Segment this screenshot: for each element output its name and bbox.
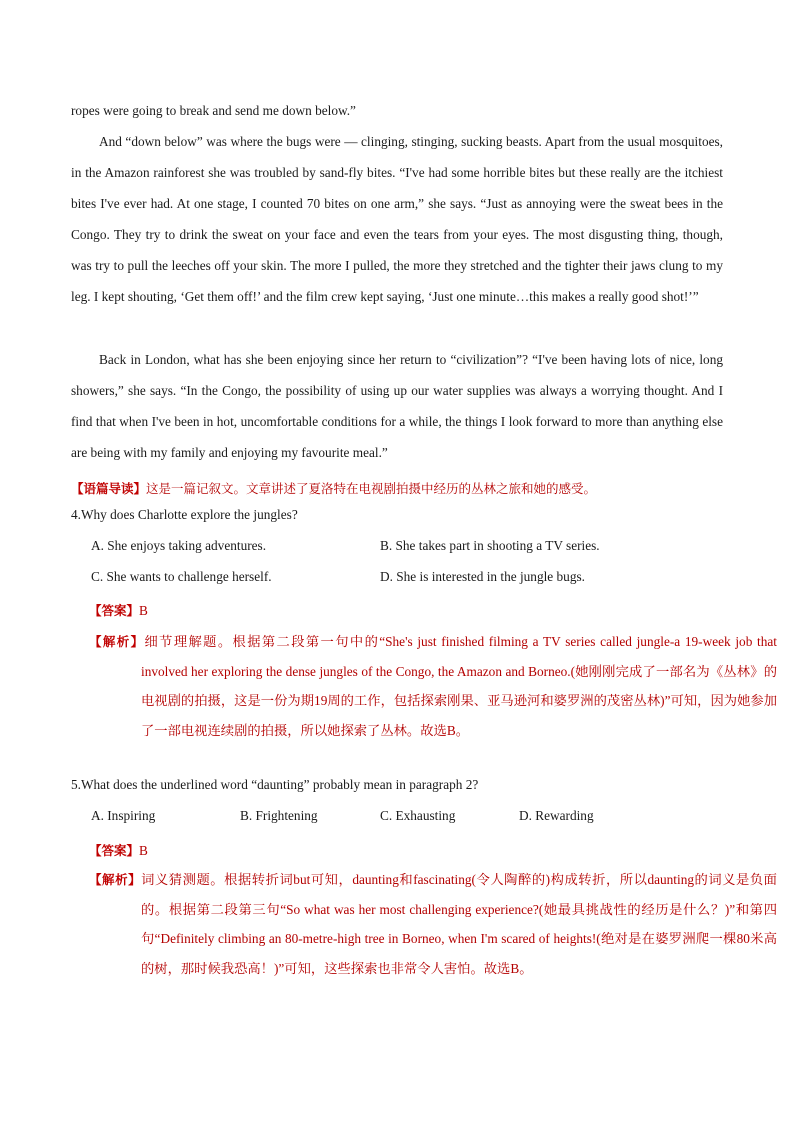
question-5-stem: 5.What does the underlined word “daunting” probably mean in paragraph 2? — [71, 777, 479, 792]
question-4-option-a: A. She enjoys taking adventures. — [91, 538, 267, 553]
question-5-answer — [89, 841, 148, 859]
answer-tag: 【答案】 — [89, 603, 140, 618]
question-4-analysis — [89, 627, 777, 745]
question-4-option-c: C. She wants to challenge herself. — [91, 569, 272, 584]
question-4-stem: 4.Why does Charlotte explore the jungles? — [71, 507, 298, 522]
answer-tag: 【答案】 — [89, 843, 140, 858]
analysis-tag: 【解析】 — [89, 634, 145, 649]
reading-guide-text: 这是一篇记叙文。文章讲述了夏洛特在电视剧拍摄中经历的丛林之旅和她的感受。 — [146, 481, 597, 496]
analysis-text: 词义猜测题。根据转折词but可知，daunting和fascinating(令人陶醉的)构成转折，所以daunting的词义是负面的。根据第二段第三句“So what was her most challenging experience?(她最具挑战性的经历是什么？)”和第四句“Definitely climbing an 80-metre-high tree in Borneo, when I'm scared of heights!(绝对是在婆罗洲爬一棵80米高的树，那时候我恐高！)”可知，这些探索也非常令人害怕。故选B。 — [141, 872, 777, 976]
question-5-option-b: B. Frightening — [240, 808, 318, 823]
question-5-option-d: D. Rewarding — [519, 808, 594, 823]
analysis-text: 细节理解题。根据第二段第一句中的“She's just finished filming a TV series called jungle-a 19-week job that involved her exploring the dense jungles of the Congo, the Amazon and Borneo.(她刚刚完成了一部名为《丛林》的电视剧的拍摄，这是一份为期19周的工作，包括探索刚果、亚马逊河和婆罗洲的茂密丛林)”可知，因为她参加了一部电视连续剧的拍摄，所以她探索了丛林。故选B。 — [141, 634, 777, 738]
question-4-answer — [89, 601, 148, 619]
answer-value: B — [139, 843, 148, 858]
passage-continuation: ropes were going to break and send me down below.” — [71, 103, 356, 118]
question-4-option-b: B. She takes part in shooting a TV series. — [380, 538, 600, 553]
question-5-option-a: A. Inspiring — [91, 808, 156, 823]
analysis-tag: 【解析】 — [89, 872, 142, 887]
reading-guide-tag: 【语篇导读】 — [71, 481, 147, 496]
answer-value: B — [139, 603, 148, 618]
passage-paragraph-bugs: And “down below” was where the bugs were — clinging, stinging, sucking beasts. Apart from the usual mosquitoes, in the Amazon rainforest she was troubled by sand-fly bites. “I've had some horrible bites but these really are the itchiest bites I've ever had. At one stage, I counted 70 bites on one arm,” she says. “Just as annoying were the sweat bees in the Congo. They try to drink the sweat on your face and even the tears from your eyes. The most disgusting thing, though, was try to pull the leeches off your skin. The more I pulled, the more they stretched and the tighter their jaws clung to my leg. I kept shouting, ‘Get them off!’ and the film crew kept saying, ‘Just one minute…this makes a really good shot!’” — [71, 134, 723, 304]
question-5-option-c: C. Exhausting — [380, 808, 456, 823]
passage-paragraph-london: Back in London, what has she been enjoying since her return to “civilization”? “I've been having lots of nice, long showers,” she says. “In the Congo, the possibility of using up our water supplies was always a worrying thought. And I find that when I've been in hot, uncomfortable conditions for a while, the things I look forward to more than anything else are being with my family and enjoying my favourite meal.” — [71, 352, 723, 460]
question-4-option-d: D. She is interested in the jungle bugs. — [380, 569, 585, 584]
reading-guide — [71, 479, 596, 497]
question-5-analysis — [89, 865, 777, 983]
